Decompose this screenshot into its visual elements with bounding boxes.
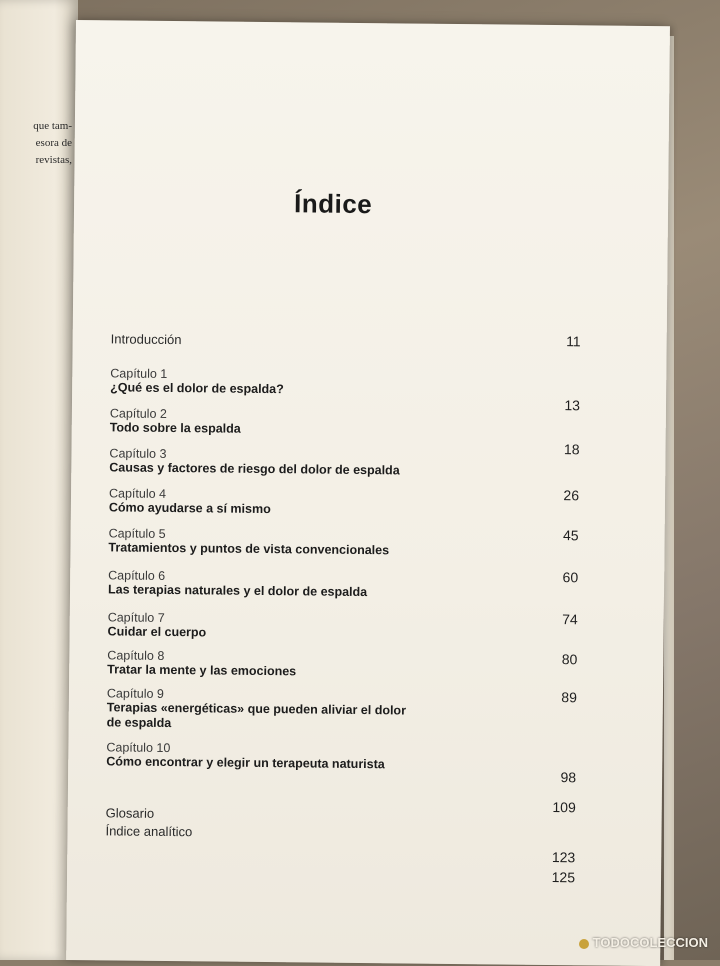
toc-entry-chapter: Capítulo 4 xyxy=(108,486,167,501)
toc-entry-title: Cuidar el cuerpo xyxy=(107,624,207,640)
toc-entry-chapter: Capítulo 2 xyxy=(109,406,167,421)
toc-entry-page: 26 xyxy=(563,487,580,504)
toc-entry-title: ¿Qué es el dolor de espalda? xyxy=(110,380,284,397)
toc-entry-page: 80 xyxy=(561,651,578,668)
page-title: Índice xyxy=(293,188,373,220)
toc-entry-page: 18 xyxy=(563,441,580,458)
toc-entry-chapter: Capítulo 9 xyxy=(106,686,165,701)
left-book-page xyxy=(0,0,78,960)
toc-entry-chapter: Capítulo 1 xyxy=(110,366,168,381)
toc-entry-page: 74 xyxy=(562,611,578,628)
toc-entry-chapter: Capítulo 10 xyxy=(106,740,171,756)
toc-entry-chapter: Capítulo 6 xyxy=(108,568,166,583)
toc-entry-page: 123 xyxy=(551,849,576,866)
toc-entry-page: 13 xyxy=(564,397,581,414)
toc-entry-title: Introducción xyxy=(110,331,182,348)
toc-entry-chapter: Capítulo 7 xyxy=(107,610,165,625)
toc-entry-page: 11 xyxy=(566,333,581,350)
toc-entry-page: 109 xyxy=(552,799,576,816)
toc-entry-title: Cómo ayudarse a sí mismo xyxy=(108,500,271,517)
watermark-logo-icon xyxy=(579,939,589,949)
watermark xyxy=(579,935,708,950)
toc-entry-chapter: Capítulo 5 xyxy=(108,526,166,541)
toc-entry-page: 45 xyxy=(562,527,579,544)
index-page xyxy=(66,20,670,966)
toc-entry-title: Las terapias naturales y el dolor de espalda xyxy=(107,582,368,600)
toc-entry-title: Glosario xyxy=(105,805,155,821)
toc-entry-chapter: Capítulo 3 xyxy=(109,446,167,461)
toc-entry-page: 89 xyxy=(561,689,578,706)
toc-entry-title: Todo sobre la espalda xyxy=(109,420,241,436)
toc-entry-chapter: Capítulo 8 xyxy=(107,648,165,663)
watermark-text: TODOCOLECCION xyxy=(592,935,708,950)
left-page-text: revistas, xyxy=(35,154,72,166)
toc-entry-page: 125 xyxy=(551,869,576,886)
left-page-text: que tam- xyxy=(33,120,72,132)
toc-entry-page: 60 xyxy=(562,569,579,586)
toc-entry-title: Cómo encontrar y elegir un terapeuta naturista xyxy=(106,754,385,772)
toc-entry-title: Causas y factores de riesgo del dolor de espalda xyxy=(109,460,400,478)
toc-entry-title: Tratamientos y puntos de vista convencionales xyxy=(108,540,390,558)
toc-entry-title: Índice analítico xyxy=(105,823,193,840)
toc-entry-page: 98 xyxy=(560,769,577,786)
toc-entry-title: Tratar la mente y las emociones xyxy=(107,662,297,679)
toc-entry-title: Terapias «energéticas» que pueden aliviar el dolor de espalda xyxy=(106,700,407,731)
left-page-text: esora de xyxy=(35,137,72,149)
toc-entry xyxy=(111,330,581,353)
